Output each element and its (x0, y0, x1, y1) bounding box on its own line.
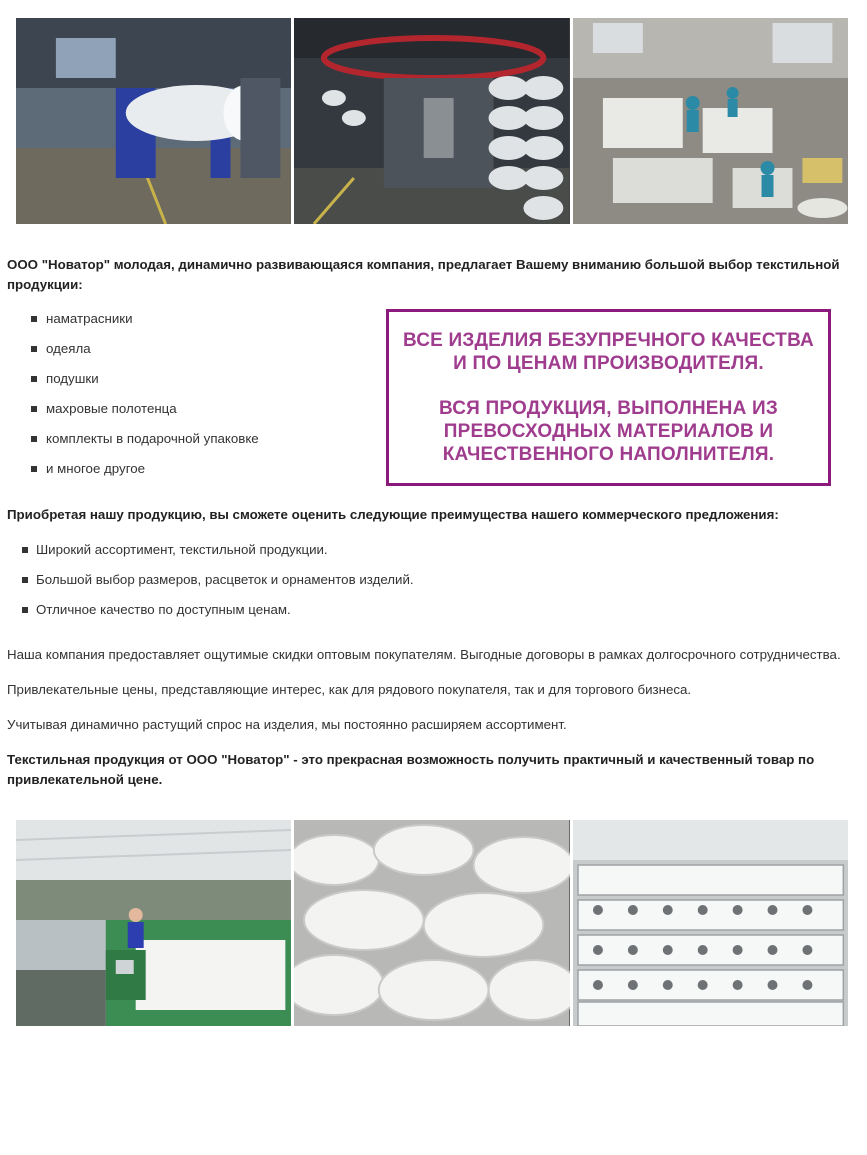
bottom-photo-gallery (16, 820, 848, 1026)
factory-photo-weaving-looms[interactable] (16, 820, 291, 1026)
list-item: и многое другое (7, 459, 259, 489)
list-item: Широкий ассортимент, текстильной продукции. (7, 540, 414, 570)
paragraph-prices: Привлекательные цены, представляющие интерес, как для рядового покупателя, так и для торгового бизнеса. (7, 682, 692, 697)
promo-line: ВСЯ ПРОДУКЦИЯ, ВЫПОЛНЕНА ИЗ (439, 398, 778, 419)
list-item: комплекты в подарочной упаковке (7, 429, 259, 459)
list-item: наматрасники (7, 309, 259, 339)
promo-line: КАЧЕСТВЕННОГО НАПОЛНИТЕЛЯ. (442, 444, 775, 465)
promo-line: ВСЕ ИЗДЕЛИЯ БЕЗУПРЕЧНОГО КАЧЕСТВА (403, 330, 814, 351)
product-photo-stacked-rolls[interactable] (573, 820, 848, 1026)
promo-line: И ПО ЦЕНАМ ПРОИЗВОДИТЕЛЯ. (453, 353, 764, 374)
product-list (7, 309, 259, 489)
advantages-list (7, 540, 414, 630)
factory-photo-knitting-machine[interactable] (294, 18, 569, 224)
promo-line: ПРЕВОСХОДНЫХ МАТЕРИАЛОВ И (443, 421, 774, 442)
intro-text: ООО "Новатор" молодая, динамично развивающаяся компания, предлагает Вашему вниманию большой выбор текстильной продукции: (7, 257, 840, 292)
top-photo-gallery (16, 18, 848, 224)
list-item: подушки (7, 369, 259, 399)
quality-promo-box (386, 309, 831, 486)
paragraph-summary: Текстильная продукция от ООО "Новатор" - это прекрасная возможность получить практичный и качественный товар по привлекательной цене. (7, 752, 815, 787)
product-photo-white-rolls-pile[interactable] (294, 820, 569, 1026)
advantages-heading: Приобретая нашу продукцию, вы сможете оценить следующие преимущества нашего коммерческого предложения: (7, 507, 779, 522)
factory-photo-fabric-rolls[interactable] (16, 18, 291, 224)
paragraph-discounts: Наша компания предоставляет ощутимые скидки оптовым покупателям. Выгодные договоры в рамках долгосрочного сотрудничества. (7, 647, 841, 662)
list-item: махровые полотенца (7, 399, 259, 429)
factory-photo-sewing-workshop[interactable] (573, 18, 848, 224)
list-item: Отличное качество по доступным ценам. (7, 600, 414, 630)
list-item: одеяла (7, 339, 259, 369)
paragraph-assortment: Учитывая динамично растущий спрос на изделия, мы постоянно расширяем ассортимент. (7, 717, 567, 732)
list-item: Большой выбор размеров, расцветок и орнаментов изделий. (7, 570, 414, 600)
